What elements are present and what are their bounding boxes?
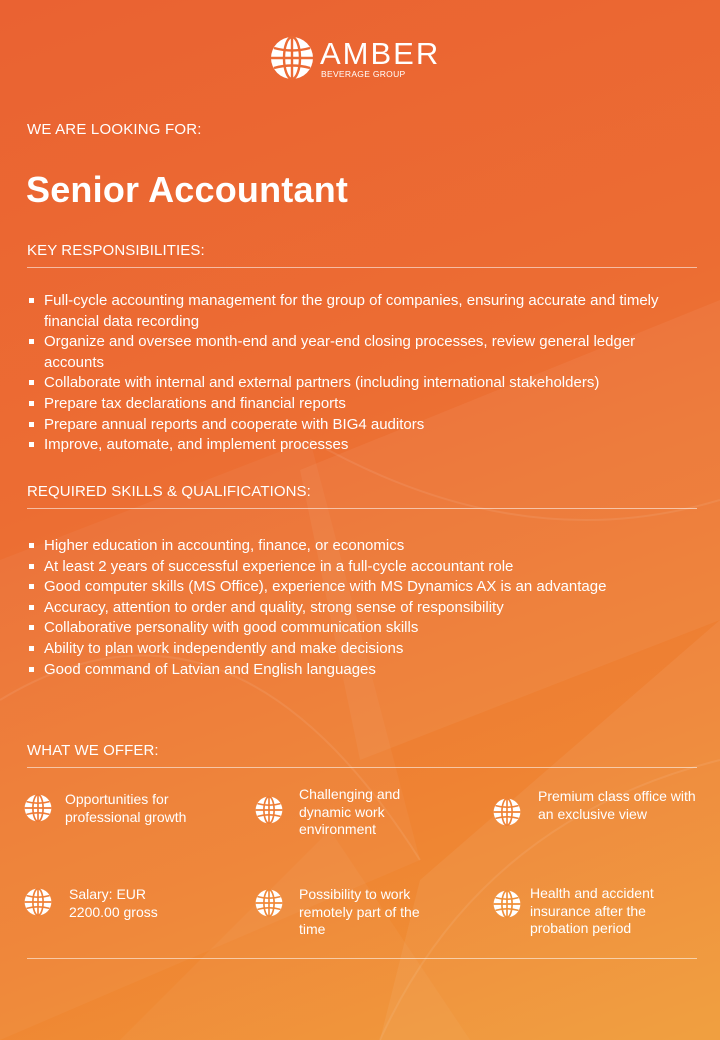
offer-text: Health and accident insurance after the probation period [530, 885, 654, 937]
globe-icon [493, 798, 521, 826]
globe-icon [255, 889, 283, 917]
responsibilities-list [27, 291, 687, 456]
bullet-icon [29, 584, 34, 589]
responsibilities-heading: KEY RESPONSIBILITIES: [27, 242, 205, 259]
bullet-icon [29, 442, 34, 447]
bullet-icon [29, 339, 34, 344]
brand-logo [270, 36, 460, 82]
list-item: Collaborative personality with good communication skills [27, 618, 687, 639]
list-item: Good computer skills (MS Office), experience with MS Dynamics AX is an advantage [27, 577, 687, 598]
bullet-icon [29, 646, 34, 651]
divider [27, 958, 697, 959]
bullet-icon [29, 543, 34, 548]
list-item: Prepare annual reports and cooperate with BIG4 auditors [27, 415, 687, 436]
brand-name: AMBER [320, 36, 441, 71]
globe-icon [255, 796, 283, 824]
bullet-icon [29, 667, 34, 672]
offer-text: Salary: EUR 2200.00 gross [69, 886, 158, 920]
offer-text: Possibility to work remotely part of the time [299, 886, 420, 938]
job-title: Senior Accountant [26, 169, 349, 210]
offer-text: Challenging and dynamic work environment [299, 786, 401, 838]
bullet-icon [29, 298, 34, 303]
bullet-icon [29, 422, 34, 427]
list-item: Good command of Latvian and English languages [27, 660, 687, 681]
offer-heading: WHAT WE OFFER: [27, 742, 159, 759]
divider [27, 767, 697, 768]
list-item: Higher education in accounting, finance, or economics [27, 536, 687, 557]
globe-icon [493, 890, 521, 918]
divider [27, 267, 697, 268]
bullet-icon [29, 625, 34, 630]
skills-list [27, 536, 687, 680]
bullet-icon [29, 380, 34, 385]
offer-text: Opportunities for professional growth [65, 791, 187, 825]
skills-heading: REQUIRED SKILLS & QUALIFICATIONS: [27, 483, 311, 500]
globe-icon [24, 794, 52, 822]
list-item: Prepare tax declarations and financial reports [27, 394, 687, 415]
list-item: Collaborate with internal and external partners (including international stakeholders) [27, 373, 687, 394]
list-item: Accuracy, attention to order and quality, strong sense of responsibility [27, 598, 687, 619]
bullet-icon [29, 605, 34, 610]
divider [27, 508, 697, 509]
list-item: Ability to plan work independently and make decisions [27, 639, 687, 660]
list-item: At least 2 years of successful experience in a full-cycle accountant role [27, 557, 687, 578]
bullet-icon [29, 564, 34, 569]
list-item: Improve, automate, and implement processes [27, 435, 687, 456]
brand-tagline: BEVERAGE GROUP [321, 69, 406, 79]
list-item: Full-cycle accounting management for the group of companies, ensuring accurate and timely financial data recording [27, 291, 687, 332]
globe-icon [270, 36, 314, 80]
bullet-icon [29, 401, 34, 406]
list-item: Organize and oversee month-end and year-end closing processes, review general ledger accounts [27, 332, 687, 373]
globe-icon [24, 888, 52, 916]
intro-text: WE ARE LOOKING FOR: [27, 121, 202, 138]
offer-text: Premium class office with an exclusive view [538, 788, 696, 822]
